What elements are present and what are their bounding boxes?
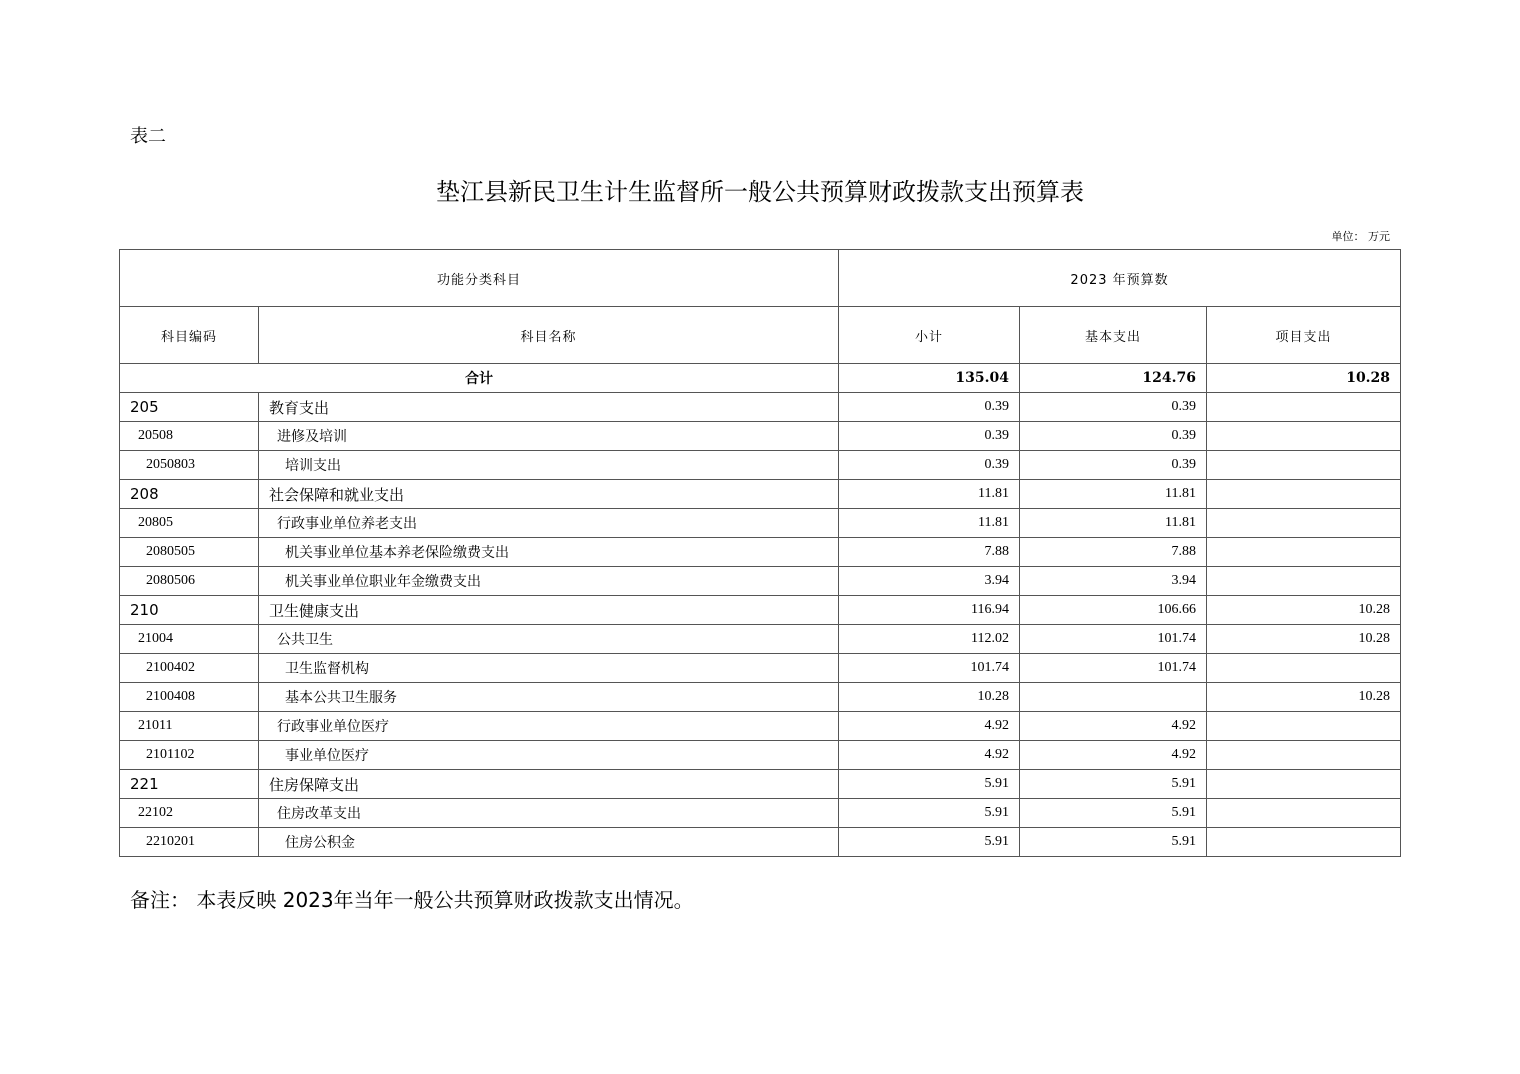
row-name: 住房保障支出: [259, 770, 839, 799]
row-name: 公共卫生: [259, 625, 839, 654]
row-code: 21011: [120, 712, 259, 741]
row-code: 2100408: [120, 683, 259, 712]
header-project: 项目支出: [1207, 307, 1401, 364]
document-title: 垫江县新民卫生计生监督所一般公共预算财政拨款支出预算表: [436, 178, 1084, 206]
header-category: 功能分类科目: [120, 250, 839, 307]
table-row: [120, 422, 1401, 451]
row-subtotal: 5.91: [839, 770, 1020, 799]
row-name: 住房改革支出: [259, 799, 839, 828]
row-subtotal: 5.91: [839, 799, 1020, 828]
row-subtotal: 11.81: [839, 509, 1020, 538]
row-name: 行政事业单位养老支出: [259, 509, 839, 538]
row-code: 2080506: [120, 567, 259, 596]
row-basic: 0.39: [1020, 393, 1207, 422]
table-row: [120, 799, 1401, 828]
row-code: 2100402: [120, 654, 259, 683]
row-project: [1207, 799, 1401, 828]
table-row: [120, 480, 1401, 509]
row-project: [1207, 567, 1401, 596]
row-project: 10.28: [1207, 596, 1401, 625]
row-name: 社会保障和就业支出: [259, 480, 839, 509]
row-basic: 11.81: [1020, 480, 1207, 509]
row-basic: 7.88: [1020, 538, 1207, 567]
row-subtotal: 4.92: [839, 741, 1020, 770]
row-basic: 4.92: [1020, 741, 1207, 770]
row-code: 210: [120, 596, 259, 625]
row-project: [1207, 654, 1401, 683]
total-subtotal: 135.04: [839, 364, 1020, 393]
row-code: 2080505: [120, 538, 259, 567]
table-row: [120, 770, 1401, 799]
table-row: [120, 741, 1401, 770]
footnote: 备注： 本表反映 2023年当年一般公共预算财政拨款支出情况。: [130, 888, 694, 912]
row-basic: 101.74: [1020, 625, 1207, 654]
row-project: [1207, 480, 1401, 509]
row-code: 2101102: [120, 741, 259, 770]
row-subtotal: 112.02: [839, 625, 1020, 654]
row-subtotal: 4.92: [839, 712, 1020, 741]
row-code: 22102: [120, 799, 259, 828]
header-budget: 2023 年预算数: [839, 250, 1401, 307]
table-row: [120, 567, 1401, 596]
total-label: 合计: [120, 364, 839, 393]
row-project: [1207, 393, 1401, 422]
row-subtotal: 101.74: [839, 654, 1020, 683]
header-subtotal: 小计: [839, 307, 1020, 364]
row-code: 221: [120, 770, 259, 799]
row-name: 机关事业单位职业年金缴费支出: [259, 567, 839, 596]
row-code: 208: [120, 480, 259, 509]
row-basic: 5.91: [1020, 799, 1207, 828]
header-row-top: [120, 250, 1401, 307]
header-basic: 基本支出: [1020, 307, 1207, 364]
row-code: 205: [120, 393, 259, 422]
table-row: [120, 683, 1401, 712]
table-row: [120, 393, 1401, 422]
row-code: 21004: [120, 625, 259, 654]
table-row: [120, 451, 1401, 480]
table-row: [120, 509, 1401, 538]
table-label: 表二: [130, 126, 166, 147]
row-basic: 101.74: [1020, 654, 1207, 683]
row-subtotal: 0.39: [839, 451, 1020, 480]
total-basic: 124.76: [1020, 364, 1207, 393]
header-row-bottom: [120, 307, 1401, 364]
row-project: [1207, 828, 1401, 857]
table-row: [120, 654, 1401, 683]
row-name: 行政事业单位医疗: [259, 712, 839, 741]
total-project: 10.28: [1207, 364, 1401, 393]
unit-note: 单位： 万元: [1331, 230, 1390, 243]
row-project: [1207, 422, 1401, 451]
row-basic: 106.66: [1020, 596, 1207, 625]
row-project: 10.28: [1207, 683, 1401, 712]
row-project: [1207, 538, 1401, 567]
row-subtotal: 10.28: [839, 683, 1020, 712]
row-subtotal: 5.91: [839, 828, 1020, 857]
row-basic: 0.39: [1020, 451, 1207, 480]
row-subtotal: 116.94: [839, 596, 1020, 625]
row-basic: 5.91: [1020, 770, 1207, 799]
row-subtotal: 7.88: [839, 538, 1020, 567]
row-basic: 3.94: [1020, 567, 1207, 596]
row-subtotal: 11.81: [839, 480, 1020, 509]
row-code: 2050803: [120, 451, 259, 480]
row-basic: [1020, 683, 1207, 712]
row-basic: 5.91: [1020, 828, 1207, 857]
row-code: 20508: [120, 422, 259, 451]
row-subtotal: 3.94: [839, 567, 1020, 596]
row-name: 培训支出: [259, 451, 839, 480]
budget-table: [119, 249, 1401, 857]
row-basic: 0.39: [1020, 422, 1207, 451]
table-row: [120, 538, 1401, 567]
table-row: [120, 596, 1401, 625]
row-subtotal: 0.39: [839, 422, 1020, 451]
row-name: 教育支出: [259, 393, 839, 422]
row-name: 机关事业单位基本养老保险缴费支出: [259, 538, 839, 567]
row-project: [1207, 509, 1401, 538]
row-project: 10.28: [1207, 625, 1401, 654]
row-project: [1207, 741, 1401, 770]
row-name: 进修及培训: [259, 422, 839, 451]
row-subtotal: 0.39: [839, 393, 1020, 422]
row-name: 卫生健康支出: [259, 596, 839, 625]
row-project: [1207, 770, 1401, 799]
row-basic: 11.81: [1020, 509, 1207, 538]
row-code: 20805: [120, 509, 259, 538]
table-row: [120, 712, 1401, 741]
header-name: 科目名称: [259, 307, 839, 364]
row-project: [1207, 451, 1401, 480]
row-project: [1207, 712, 1401, 741]
row-name: 住房公积金: [259, 828, 839, 857]
row-name: 卫生监督机构: [259, 654, 839, 683]
total-row: [120, 364, 1401, 393]
row-name: 事业单位医疗: [259, 741, 839, 770]
table-row: [120, 828, 1401, 857]
row-code: 2210201: [120, 828, 259, 857]
table-row: [120, 625, 1401, 654]
row-name: 基本公共卫生服务: [259, 683, 839, 712]
header-code: 科目编码: [120, 307, 259, 364]
row-basic: 4.92: [1020, 712, 1207, 741]
